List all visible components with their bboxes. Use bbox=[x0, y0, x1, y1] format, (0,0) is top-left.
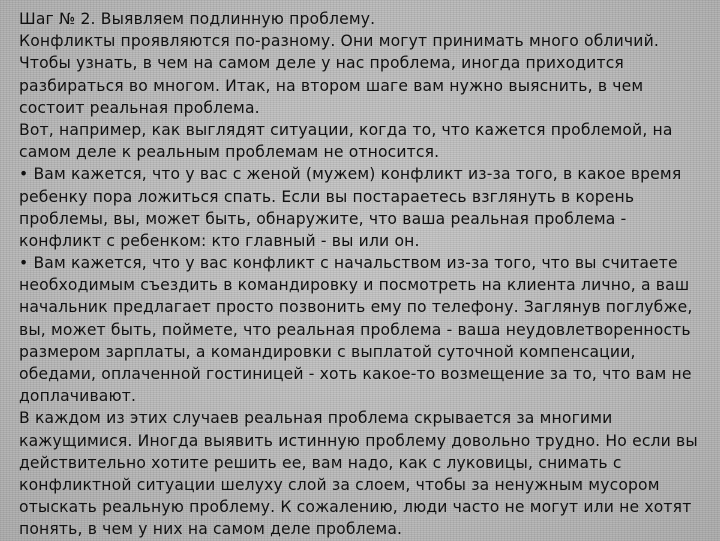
text-line: вы, может быть, поймете, что реальная проблема - ваша неудовлетворенность bbox=[19, 320, 691, 339]
bullet-line: • Вам кажется, что у вас конфликт с начальством из-за того, что вы считаете bbox=[19, 254, 678, 273]
slide-text-body bbox=[19, 8, 709, 541]
text-line: Чтобы узнать, в чем на самом деле у нас проблема, иногда приходится bbox=[19, 54, 624, 73]
text-line: конфликтной ситуации шелуху слой за слоем, чтобы за ненужным мусором bbox=[19, 475, 660, 494]
text-line: начальник предлагает просто позвонить ему по телефону. Заглянув поглубже, bbox=[19, 298, 693, 317]
text-line: кажущимися. Иногда выявить истинную проблему довольно трудно. Но если вы bbox=[19, 431, 698, 450]
text-line: конфликт с ребенком: кто главный - вы или он. bbox=[19, 231, 420, 250]
text-line: отыскать реальную проблему. К сожалению, люди часто не могут или не хотят bbox=[19, 498, 692, 517]
text-line: разбираться во многом. Итак, на втором шаге вам нужно выяснить, в чем bbox=[19, 76, 644, 95]
bullet-line: • Вам кажется, что у вас с женой (мужем) конфликт из-за того, в какое время bbox=[19, 165, 682, 184]
text-line: Вот, например, как выглядят ситуации, когда то, что кажется проблемой, на bbox=[19, 120, 673, 139]
text-line: В каждом из этих случаев реальная проблема скрывается за многими bbox=[19, 409, 613, 428]
text-line: доплачивают. bbox=[19, 387, 137, 406]
text-line: понять, в чем у них на самом деле проблема. bbox=[19, 520, 403, 539]
text-line: обедами, оплаченной гостиницей - хоть какое-то возмещение за то, что вам не bbox=[19, 365, 692, 383]
text-line: необходимым съездить в командировку и посмотреть на клиента лично, а ваш bbox=[19, 276, 690, 295]
text-line: размером зарплаты, а командировки с выплатой суточной компенсации, bbox=[19, 342, 636, 361]
text-line: проблемы, вы, может быть, обнаружите, что ваша реальная проблема - bbox=[19, 209, 627, 228]
heading-line: Шаг № 2. Выявляем подлинную проблему. bbox=[19, 10, 376, 28]
text-line: состоит реальная проблема. bbox=[19, 98, 260, 117]
text-line: действительно хотите решить ее, вам надо, как с луковицы, снимать с bbox=[19, 453, 622, 472]
text-line: Конфликты проявляются по-разному. Они могут принимать много обличий. bbox=[19, 32, 659, 51]
text-line: ребенку пора ложиться спать. Если вы постараетесь взглянуть в корень bbox=[19, 187, 635, 206]
text-line: самом деле к реальным проблемам не относится. bbox=[19, 143, 440, 162]
